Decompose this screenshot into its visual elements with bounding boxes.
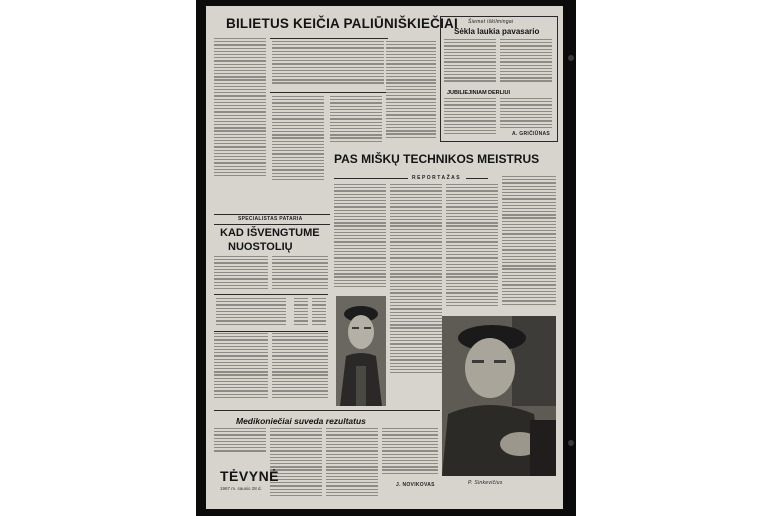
reportage-column-4	[502, 176, 556, 314]
reportage-column-2	[390, 184, 442, 384]
advice-column-1	[214, 256, 268, 292]
box-text-column-3	[444, 98, 496, 138]
top-article-column-4	[386, 41, 436, 146]
box-text-column-1	[444, 39, 496, 87]
table-values-1	[294, 298, 308, 330]
bottom-column-1	[214, 428, 266, 456]
box-headline: Sėkla laukia pavasario	[454, 27, 540, 36]
top-headline: BILIETUS KEIČIA PALIŪNIŠKIEČIAI	[226, 16, 458, 31]
advice-column-4	[272, 333, 328, 403]
portrait-photo-small	[336, 296, 386, 406]
box-signature: A. GRIČIŪNAS	[512, 131, 551, 137]
box-text-column-2	[500, 39, 552, 87]
table-labels	[216, 298, 286, 330]
portrait-photo-large	[442, 316, 556, 476]
jubilee-word: DERLIUI	[488, 90, 510, 96]
jubilee-label: JUBILIEJINIAM	[447, 90, 487, 96]
bottom-column-4	[382, 428, 438, 478]
binding-hole-top	[568, 55, 574, 61]
reportage-label: REPORTAŽAS	[412, 175, 462, 181]
portrait-large-illustration	[442, 316, 556, 476]
intro-rule-bottom	[270, 92, 388, 93]
advice-column-2	[272, 256, 328, 292]
table-values-2	[312, 298, 326, 330]
bottom-signature: J. NOVIKOVAS	[396, 482, 435, 488]
specialist-label: SPECIALISTAS PATARIA	[238, 216, 303, 222]
reportage-rule-left	[334, 178, 408, 179]
bottom-column-2	[270, 428, 322, 500]
bottom-headline: Medikoniečiai suveda rezultatus	[236, 416, 366, 426]
advice-data-table	[214, 294, 328, 332]
masthead-date: 1967 m. sausio 28 d.	[220, 486, 262, 491]
reportage-column-1	[334, 184, 386, 294]
bottom-section-rule	[214, 410, 440, 411]
bottom-column-3	[326, 428, 378, 500]
advice-column-3	[214, 333, 268, 403]
advice-headline-line-2: NUOSTOLIŲ	[228, 241, 293, 253]
advice-top-rule	[214, 214, 330, 215]
intro-rule	[270, 38, 388, 39]
binding-hole-bottom	[568, 440, 574, 446]
top-article-column-3	[330, 96, 382, 146]
advice-label-rule	[214, 224, 330, 225]
top-article-column-2	[272, 96, 324, 188]
newspaper-page	[206, 6, 563, 509]
box-text-column-4	[500, 98, 552, 130]
advice-headline-line-1: KAD IŠVENGTUME	[220, 227, 320, 239]
reportage-column-3	[446, 184, 498, 314]
masthead-logo: TĖVYNĖ	[220, 468, 280, 484]
photo-caption: P. Sinkevičius	[468, 480, 503, 486]
intro-text	[272, 41, 384, 89]
box-kicker: Šiemet iškilmingai	[468, 19, 514, 25]
reportage-rule-right	[466, 178, 488, 179]
middle-headline: PAS MIŠKŲ TECHNIKOS MEISTRUS	[334, 152, 540, 166]
top-article-column-1	[214, 38, 266, 188]
portrait-small-illustration	[336, 296, 386, 406]
